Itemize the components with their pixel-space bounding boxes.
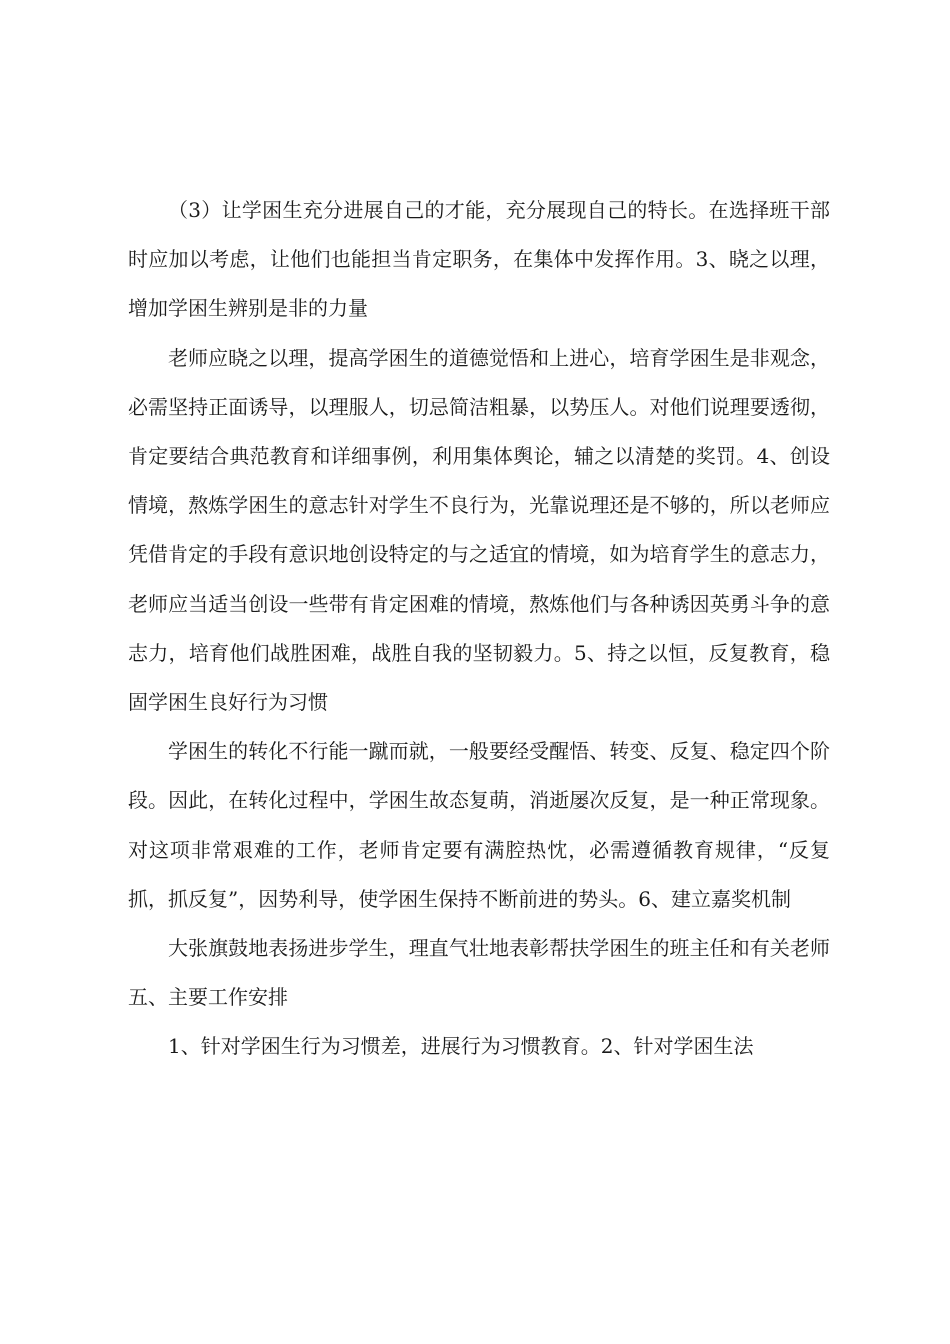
paragraph-5: 1、针对学困生行为习惯差，进展行为习惯教育。2、针对学困生法: [168, 1034, 754, 1059]
paragraph-3: 学困生的转化不行能一蹴而就，一般要经受醒悟、转变、反复、稳定四个阶段。因此，在转化过程中，学困生故态复萌，消逝屡次反复，是一种正常现象。对这项非常艰难的工作，老师肯定要有满腔热忱，必需遵循教育规律，“反复抓，抓反复”，因势利导，使学困生保持不断前进的势头。6、建立嘉奖机制: [128, 739, 830, 911]
paragraph-2: 老师应晓之以理，提高学困生的道德觉悟和上进心，培育学困生是非观念，必需坚持正面诱导，以理服人，切忌简洁粗暴，以势压人。对他们说理要透彻，肯定要结合典范教育和详细事例，利用集体舆论，辅之以清楚的奖罚。4、创设情境，熬炼学困生的意志针对学生不良行为，光靠说理还是不够的，所以老师应凭借肯定的手段有意识地创设特定的与之适宜的情境，如为培育学生的意志力，老师应当适当创设一些带有肯定困难的情境，熬炼他们与各种诱因英勇斗争的意志力，培育他们战胜困难，战胜自我的坚韧毅力。5、持之以恒，反复教育，稳固学困生良好行为习惯: [128, 345, 830, 715]
paragraph-4: 大张旗鼓地表扬进步学生，理直气壮地表彰帮扶学困生的班主任和有关老师五、主要工作安排: [128, 936, 830, 1010]
paragraph-1: （3）让学困生充分进展自己的才能，充分展现自己的特长。在选择班干部时应加以考虑，让他们也能担当肯定职务，在集体中发挥作用。3、晓之以理，增加学困生辨别是非的力量: [128, 198, 830, 321]
document-body: [128, 186, 830, 1072]
